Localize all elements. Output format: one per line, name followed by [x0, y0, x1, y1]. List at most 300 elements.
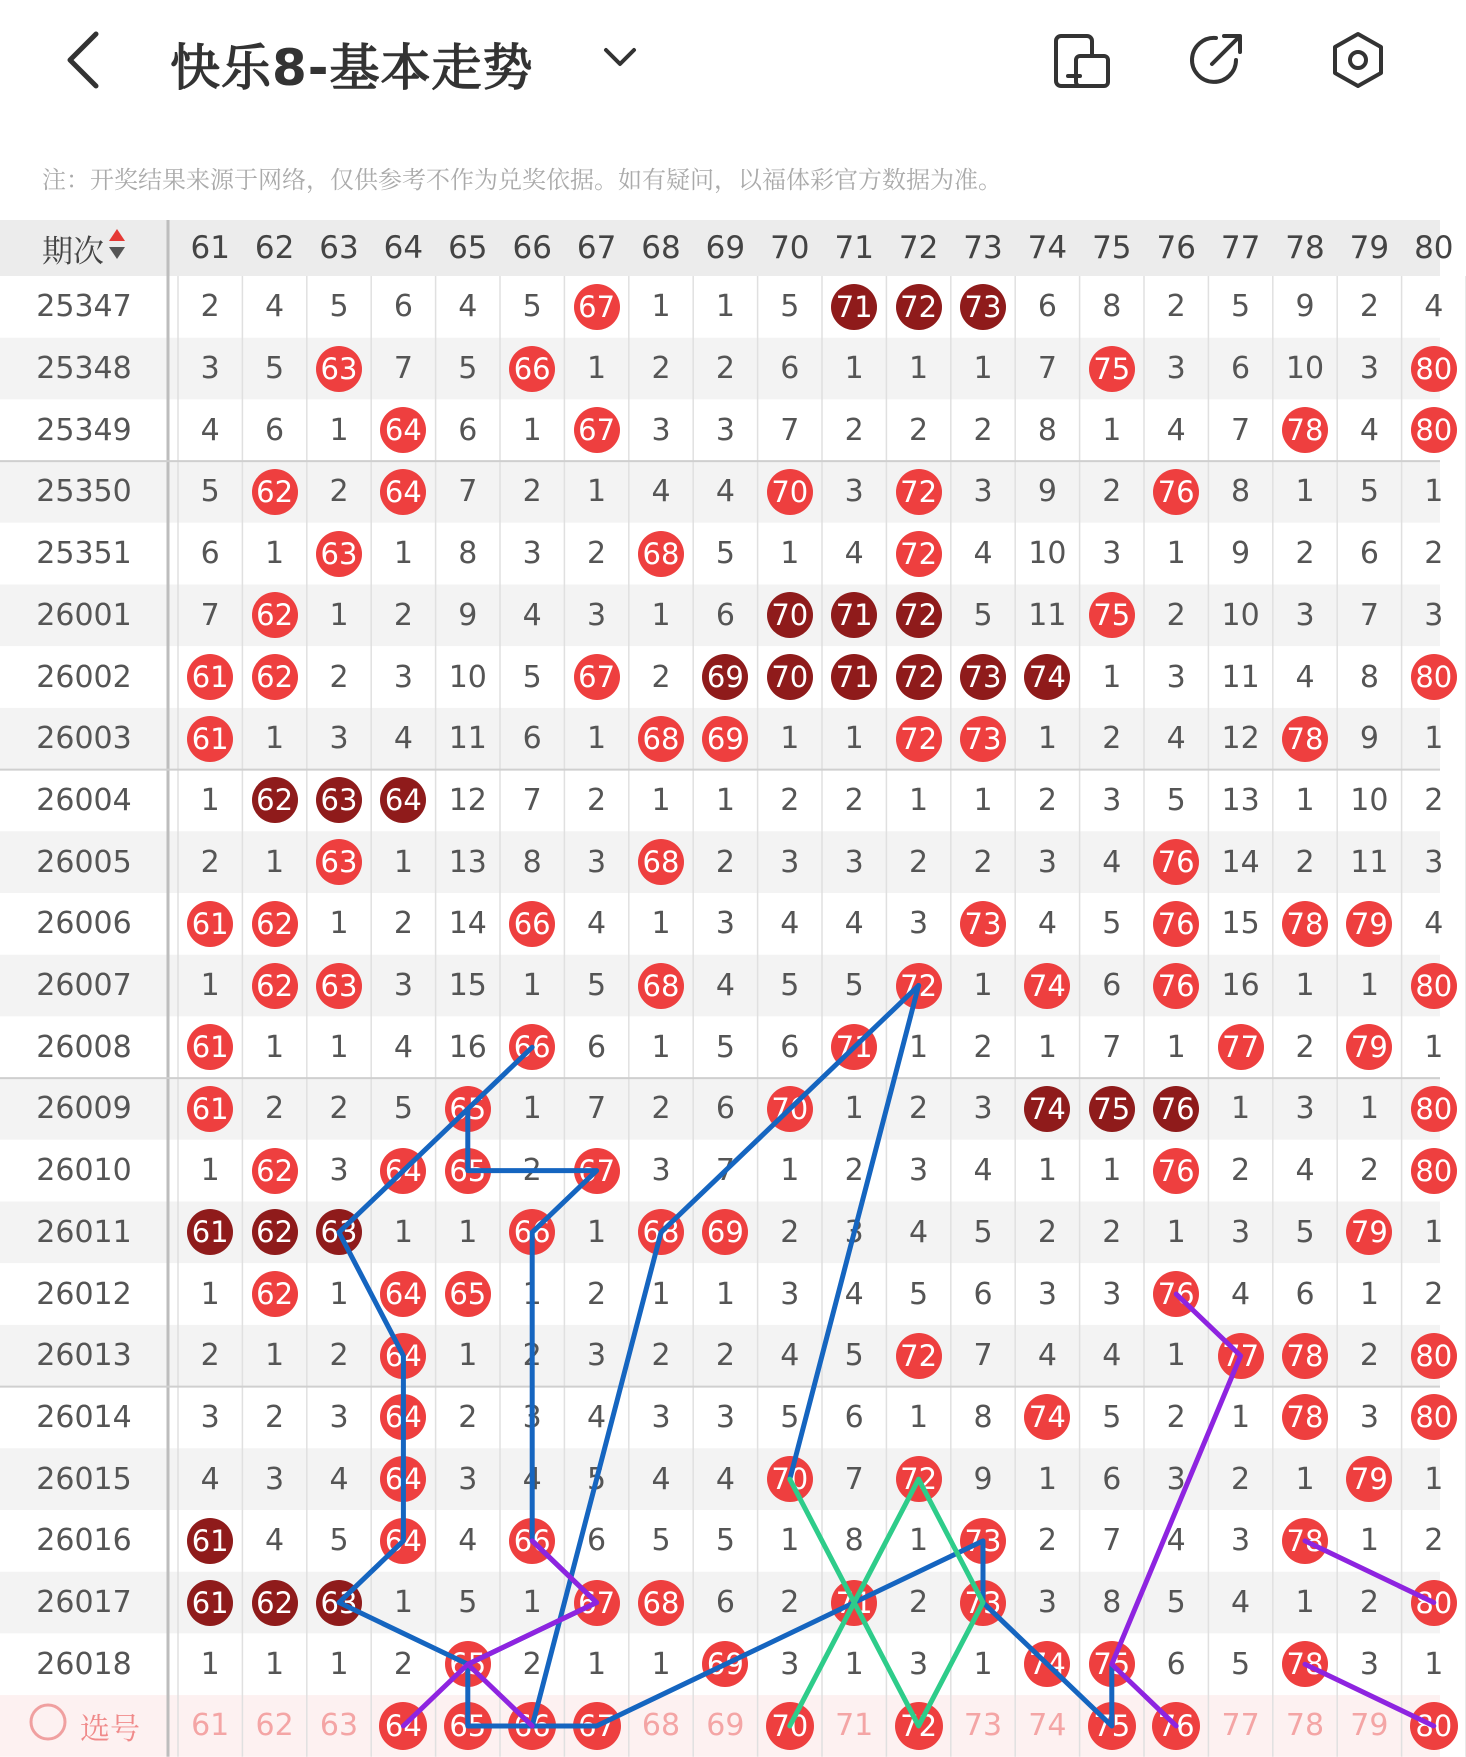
miss-count-cell: 1: [265, 1646, 285, 1682]
hit-cell: [242, 1202, 306, 1264]
miss-count-cell: 1: [522, 968, 542, 1004]
chevron-down-icon: [600, 40, 640, 76]
hit-ball: 63: [316, 963, 362, 1009]
title-dropdown-button[interactable]: [600, 40, 640, 76]
hit-ball: 63: [316, 346, 362, 392]
miss-count-cell: 6: [715, 1091, 735, 1127]
miss-count-cell: 3: [1295, 1091, 1315, 1127]
hit-cell: [1015, 1078, 1079, 1140]
select-number-cell[interactable]: [629, 1695, 693, 1757]
miss-count-cell: 3: [393, 659, 413, 695]
miss-count-cell: 1: [200, 782, 220, 818]
miss-count-cell: 7: [1231, 412, 1251, 448]
miss-count-cell: 3: [844, 474, 864, 510]
miss-count-cell: 4: [844, 906, 864, 942]
hit-cell: [242, 1572, 306, 1634]
hit-cell: [1402, 1078, 1466, 1140]
hit-ball: 65: [445, 1271, 491, 1317]
hit-ball: 74: [1024, 963, 1070, 1009]
select-number-cell[interactable]: [758, 1695, 822, 1757]
miss-count-cell: 2: [715, 1338, 735, 1374]
hit-cell: [242, 585, 306, 647]
column-header: 73: [963, 230, 1003, 266]
column-header: 72: [898, 230, 939, 266]
select-number-cell[interactable]: [1208, 1695, 1272, 1757]
repeat-hit-ball: 76: [1153, 1086, 1199, 1132]
miss-count-cell: 1: [1424, 721, 1444, 757]
miss-count-cell: 9: [1359, 721, 1379, 757]
hit-ball: 78: [1282, 1518, 1328, 1564]
hit-cell: [242, 461, 306, 523]
hit-ball: 80: [1411, 1333, 1457, 1379]
period-number: 25348: [36, 351, 132, 387]
miss-count-cell: 5: [780, 289, 800, 325]
miss-count-cell: 2: [973, 1029, 993, 1065]
hit-cell: [436, 1140, 500, 1202]
hit-cell: [371, 1387, 435, 1449]
miss-count-cell: 6: [522, 721, 542, 757]
miss-count-cell: 3: [973, 1091, 993, 1127]
miss-count-cell: 2: [844, 782, 864, 818]
hit-cell: [1144, 1078, 1208, 1140]
period-number: 26015: [36, 1461, 132, 1497]
miss-count-cell: 6: [587, 1029, 607, 1065]
hit-cell: [242, 1140, 306, 1202]
hit-ball: 72: [896, 531, 942, 577]
select-number-cell[interactable]: [886, 1695, 950, 1757]
repeat-hit-ball: 61: [187, 1580, 233, 1626]
miss-count-cell: 2: [587, 536, 607, 572]
miss-count-cell: 1: [1037, 1029, 1057, 1065]
miss-count-cell: 1: [909, 351, 929, 387]
select-number-cell[interactable]: [951, 1695, 1015, 1757]
hit-cell: [1273, 708, 1337, 770]
hit-cell: [886, 955, 950, 1017]
miss-count-cell: 1: [1102, 1153, 1122, 1189]
miss-count-cell: 2: [522, 1646, 542, 1682]
miss-count-cell: 2: [651, 659, 671, 695]
hit-cell: [1144, 1140, 1208, 1202]
hit-ball: 80: [1411, 346, 1457, 392]
hit-ball: 64: [380, 407, 426, 453]
miss-count-cell: 2: [1295, 536, 1315, 572]
miss-count-cell: 4: [1231, 1585, 1251, 1621]
miss-count-cell: 5: [265, 351, 285, 387]
select-number-cell[interactable]: [1015, 1695, 1079, 1757]
hit-ball: 77: [1218, 1333, 1264, 1379]
select-number-cell[interactable]: [178, 1695, 242, 1757]
hit-cell: [1144, 893, 1208, 955]
miss-count-cell: 1: [651, 1029, 671, 1065]
hit-cell: [886, 1325, 950, 1387]
miss-count-cell: 5: [458, 1585, 478, 1621]
select-number-cell[interactable]: [693, 1695, 757, 1757]
column-header: 71: [834, 230, 874, 266]
miss-count-cell: 2: [909, 844, 929, 880]
miss-count-cell: 8: [1102, 1585, 1122, 1621]
select-number-cell[interactable]: [307, 1695, 371, 1757]
miss-count-cell: 3: [1166, 351, 1186, 387]
miss-count-cell: 4: [1166, 721, 1186, 757]
miss-count-cell: 2: [1424, 782, 1444, 818]
miss-count-cell: 3: [329, 721, 349, 757]
miss-count-cell: 1: [651, 597, 671, 633]
miss-count-cell: 2: [780, 782, 800, 818]
repeat-hit-ball: 64: [380, 777, 426, 823]
select-number-option: 79: [1350, 1708, 1389, 1744]
miss-count-cell: 3: [715, 412, 735, 448]
selected-number-ball: 75: [1088, 1702, 1136, 1750]
miss-count-cell: 4: [393, 721, 413, 757]
rotate-screen-button[interactable]: [1052, 30, 1112, 90]
miss-count-cell: 1: [1424, 1029, 1444, 1065]
hit-ball: 72: [896, 963, 942, 1009]
select-number-toggle[interactable]: [0, 1695, 168, 1757]
miss-count-cell: 3: [1231, 1214, 1251, 1250]
hit-cell: [1402, 399, 1466, 461]
miss-count-cell: 1: [1359, 1276, 1379, 1312]
select-number-option: 71: [835, 1708, 874, 1744]
miss-count-cell: 5: [1102, 1399, 1122, 1435]
miss-count-cell: 4: [1295, 1153, 1315, 1189]
hit-ball: 68: [638, 839, 684, 885]
miss-count-cell: 1: [587, 474, 607, 510]
select-number-cell[interactable]: [1337, 1695, 1401, 1757]
miss-count-cell: 4: [973, 1153, 993, 1189]
hit-cell: [1080, 585, 1144, 647]
miss-count-cell: 5: [844, 968, 864, 1004]
miss-count-cell: 10: [1028, 536, 1067, 572]
hit-cell: [178, 1078, 242, 1140]
hit-cell: [1015, 1633, 1079, 1695]
period-number: 26001: [36, 597, 132, 633]
miss-count-cell: 5: [1231, 1646, 1251, 1682]
repeat-hit-ball: 61: [187, 1518, 233, 1564]
repeat-hit-ball: 62: [252, 1580, 298, 1626]
miss-count-cell: 1: [780, 1153, 800, 1189]
hit-ball: 71: [831, 1024, 877, 1070]
hit-ball: 62: [252, 963, 298, 1009]
miss-count-cell: 1: [200, 1646, 220, 1682]
select-number-cell[interactable]: [1402, 1695, 1466, 1757]
repeat-hit-ball: 73: [960, 284, 1006, 330]
miss-count-cell: 2: [522, 1338, 542, 1374]
hit-cell: [1402, 955, 1466, 1017]
hit-cell: [758, 1078, 822, 1140]
miss-count-cell: 3: [393, 968, 413, 1004]
miss-count-cell: 5: [844, 1338, 864, 1374]
hit-ball: 80: [1411, 1086, 1457, 1132]
miss-count-cell: 8: [1359, 659, 1379, 695]
miss-count-cell: 5: [329, 289, 349, 325]
miss-count-cell: 2: [1295, 844, 1315, 880]
hit-cell: [629, 831, 693, 893]
back-button[interactable]: [58, 28, 118, 92]
miss-count-cell: 4: [1037, 906, 1057, 942]
miss-count-cell: 3: [522, 536, 542, 572]
hit-ball: 64: [380, 1148, 426, 1194]
hit-ball: 76: [1153, 469, 1199, 515]
miss-count-cell: 4: [200, 412, 220, 448]
column-header: 74: [1027, 230, 1068, 266]
miss-count-cell: 5: [522, 289, 542, 325]
settings-button[interactable]: [1328, 30, 1388, 90]
select-number-cell[interactable]: [500, 1695, 564, 1757]
hit-ball: 70: [767, 1086, 813, 1132]
miss-count-cell: 2: [651, 351, 671, 387]
miss-count-cell: 1: [1424, 1646, 1444, 1682]
miss-count-cell: 1: [393, 536, 413, 572]
hit-cell: [1402, 1387, 1466, 1449]
miss-count-cell: 9: [1231, 536, 1251, 572]
hit-ball: 62: [252, 1271, 298, 1317]
hit-cell: [886, 461, 950, 523]
miss-count-cell: 7: [780, 412, 800, 448]
miss-count-cell: 1: [1424, 1461, 1444, 1497]
period-number: 26011: [36, 1214, 132, 1250]
select-number-cell[interactable]: [371, 1695, 435, 1757]
miss-count-cell: 4: [329, 1461, 349, 1497]
repeat-hit-ball: 72: [896, 654, 942, 700]
repeat-hit-ball: 61: [187, 1209, 233, 1255]
page-title[interactable]: 快乐8-基本走势: [170, 39, 534, 97]
miss-count-cell: 6: [780, 1029, 800, 1065]
miss-count-cell: 3: [715, 906, 735, 942]
hit-ball: 73: [960, 716, 1006, 762]
miss-count-cell: 1: [1231, 1399, 1251, 1435]
hit-ball: 61: [187, 716, 233, 762]
miss-count-cell: 3: [780, 1276, 800, 1312]
select-number-option: 74: [1028, 1708, 1067, 1744]
miss-count-cell: 4: [1037, 1338, 1057, 1374]
miss-count-cell: 1: [458, 1214, 478, 1250]
miss-count-cell: 1: [329, 412, 349, 448]
select-number-cell[interactable]: [564, 1695, 628, 1757]
hit-ball: 63: [316, 839, 362, 885]
miss-count-cell: 1: [329, 1276, 349, 1312]
miss-count-cell: 5: [587, 968, 607, 1004]
miss-count-cell: 5: [1231, 289, 1251, 325]
miss-count-cell: 2: [780, 1585, 800, 1621]
select-number-cell[interactable]: [1080, 1695, 1144, 1757]
hit-ball: 68: [638, 716, 684, 762]
miss-count-cell: 4: [1102, 844, 1122, 880]
hit-cell: [178, 708, 242, 770]
miss-count-cell: 1: [973, 968, 993, 1004]
select-number-label: 选号: [80, 1711, 140, 1747]
miss-count-cell: 14: [448, 906, 487, 942]
period-number: 26004: [36, 782, 132, 818]
hit-cell: [886, 1448, 950, 1510]
miss-count-cell: 5: [909, 1276, 929, 1312]
miss-count-cell: 7: [522, 782, 542, 818]
hit-ball: 78: [1282, 716, 1328, 762]
miss-count-cell: 12: [448, 782, 487, 818]
hit-cell: [436, 1633, 500, 1695]
hit-cell: [307, 831, 371, 893]
miss-count-cell: 3: [780, 1646, 800, 1682]
hit-cell: [500, 1202, 564, 1264]
miss-count-cell: 7: [1037, 351, 1057, 387]
share-icon: [1186, 30, 1246, 90]
select-number-cell[interactable]: [1273, 1695, 1337, 1757]
settings-icon: [1328, 30, 1388, 90]
top-bar: [0, 0, 1440, 125]
hit-cell: [1080, 338, 1144, 400]
miss-count-cell: 6: [1295, 1276, 1315, 1312]
miss-count-cell: 3: [1166, 659, 1186, 695]
hit-ball: 62: [252, 469, 298, 515]
miss-count-cell: 1: [651, 782, 671, 818]
period-number: 26017: [36, 1585, 132, 1621]
hit-cell: [1080, 1633, 1144, 1695]
miss-count-cell: 11: [1350, 844, 1389, 880]
miss-count-cell: 5: [651, 1523, 671, 1559]
miss-count-cell: 4: [1424, 906, 1444, 942]
miss-count-cell: 5: [973, 597, 993, 633]
miss-count-cell: 1: [458, 1338, 478, 1374]
hit-ball: 72: [896, 469, 942, 515]
miss-count-cell: 10: [448, 659, 487, 695]
hit-cell: [1144, 461, 1208, 523]
hit-cell: [693, 646, 757, 708]
miss-count-cell: 4: [715, 968, 735, 1004]
miss-count-cell: 1: [1166, 1214, 1186, 1250]
miss-count-cell: 2: [200, 844, 220, 880]
hit-ball: 63: [316, 531, 362, 577]
miss-count-cell: 5: [587, 1461, 607, 1497]
miss-count-cell: 4: [393, 1029, 413, 1065]
hit-cell: [307, 1202, 371, 1264]
miss-count-cell: 3: [329, 1399, 349, 1435]
select-number-cell[interactable]: [436, 1695, 500, 1757]
hit-ball: 79: [1346, 1209, 1392, 1255]
hit-cell: [178, 893, 242, 955]
hit-ball: 80: [1411, 654, 1457, 700]
miss-count-cell: 16: [1221, 968, 1260, 1004]
hit-cell: [564, 1140, 628, 1202]
hit-ball: 79: [1346, 1024, 1392, 1070]
miss-count-cell: 1: [200, 1153, 220, 1189]
hit-cell: [371, 1448, 435, 1510]
miss-count-cell: 1: [973, 1646, 993, 1682]
miss-count-cell: 3: [1102, 536, 1122, 572]
hit-cell: [886, 708, 950, 770]
miss-count-cell: 1: [1295, 474, 1315, 510]
miss-count-cell: 2: [651, 1091, 671, 1127]
miss-count-cell: 4: [973, 536, 993, 572]
hit-cell: [1015, 646, 1079, 708]
period-number: 25349: [36, 412, 132, 448]
column-header: 70: [770, 230, 810, 266]
select-number-cell[interactable]: [822, 1695, 886, 1757]
miss-count-cell: 3: [780, 844, 800, 880]
miss-count-cell: 2: [587, 1276, 607, 1312]
miss-count-cell: 2: [522, 474, 542, 510]
hit-ball: 78: [1282, 1394, 1328, 1440]
miss-count-cell: 6: [458, 412, 478, 448]
miss-count-cell: 6: [715, 597, 735, 633]
select-number-cell[interactable]: [242, 1695, 306, 1757]
hit-cell: [1402, 646, 1466, 708]
hit-ball: 68: [638, 963, 684, 1009]
hit-ball: 73: [960, 1518, 1006, 1564]
hit-cell: [1144, 831, 1208, 893]
miss-count-cell: 1: [844, 1646, 864, 1682]
miss-count-cell: 7: [587, 1091, 607, 1127]
hit-ball: 73: [960, 901, 1006, 947]
share-button[interactable]: [1186, 30, 1246, 90]
miss-count-cell: 2: [200, 289, 220, 325]
column-header: 78: [1285, 230, 1325, 266]
period-sort-header[interactable]: [0, 220, 168, 276]
hit-cell: [822, 1572, 886, 1634]
hit-ball: 72: [896, 716, 942, 762]
miss-count-cell: 6: [780, 351, 800, 387]
miss-count-cell: 2: [1037, 782, 1057, 818]
miss-count-cell: 5: [200, 474, 220, 510]
miss-count-cell: 1: [1295, 1585, 1315, 1621]
miss-count-cell: 1: [522, 412, 542, 448]
miss-count-cell: 1: [973, 351, 993, 387]
hit-cell: [564, 399, 628, 461]
hit-ball: 75: [1089, 346, 1135, 392]
miss-count-cell: 4: [458, 289, 478, 325]
miss-count-cell: 3: [651, 412, 671, 448]
miss-count-cell: 7: [1102, 1523, 1122, 1559]
repeat-hit-ball: 71: [831, 284, 877, 330]
selected-number-ball: 80: [1410, 1702, 1458, 1750]
miss-count-cell: 4: [1295, 659, 1315, 695]
hit-cell: [1144, 955, 1208, 1017]
miss-count-cell: 2: [1359, 1585, 1379, 1621]
miss-count-cell: 1: [587, 1646, 607, 1682]
miss-count-cell: 7: [844, 1461, 864, 1497]
hit-cell: [307, 955, 371, 1017]
trend-chart-grid[interactable]: [0, 220, 1454, 1754]
miss-count-cell: 1: [1295, 968, 1315, 1004]
miss-count-cell: 10: [1221, 597, 1260, 633]
hit-ball: 72: [896, 1333, 942, 1379]
hit-cell: [242, 1263, 306, 1325]
miss-count-cell: 8: [844, 1523, 864, 1559]
miss-count-cell: 3: [587, 844, 607, 880]
miss-count-cell: 2: [715, 844, 735, 880]
miss-count-cell: 9: [1295, 289, 1315, 325]
hit-ball: 66: [509, 1518, 555, 1564]
miss-count-cell: 2: [329, 474, 349, 510]
miss-count-cell: 2: [651, 1338, 671, 1374]
miss-count-cell: 6: [1037, 289, 1057, 325]
repeat-hit-ball: 73: [960, 654, 1006, 700]
select-number-cell[interactable]: [1144, 1695, 1208, 1757]
miss-count-cell: 2: [1295, 1029, 1315, 1065]
selected-number-ball: 65: [444, 1702, 492, 1750]
miss-count-cell: 2: [393, 597, 413, 633]
miss-count-cell: 4: [587, 1399, 607, 1435]
hit-cell: [436, 1078, 500, 1140]
miss-count-cell: 7: [393, 351, 413, 387]
miss-count-cell: 8: [458, 536, 478, 572]
hit-cell: [951, 276, 1015, 338]
period-number: 26016: [36, 1523, 132, 1559]
column-header: 64: [383, 230, 424, 266]
miss-count-cell: 3: [909, 1153, 929, 1189]
miss-count-cell: 1: [909, 782, 929, 818]
hit-cell: [951, 708, 1015, 770]
hit-ball: 67: [574, 407, 620, 453]
miss-count-cell: 6: [265, 412, 285, 448]
